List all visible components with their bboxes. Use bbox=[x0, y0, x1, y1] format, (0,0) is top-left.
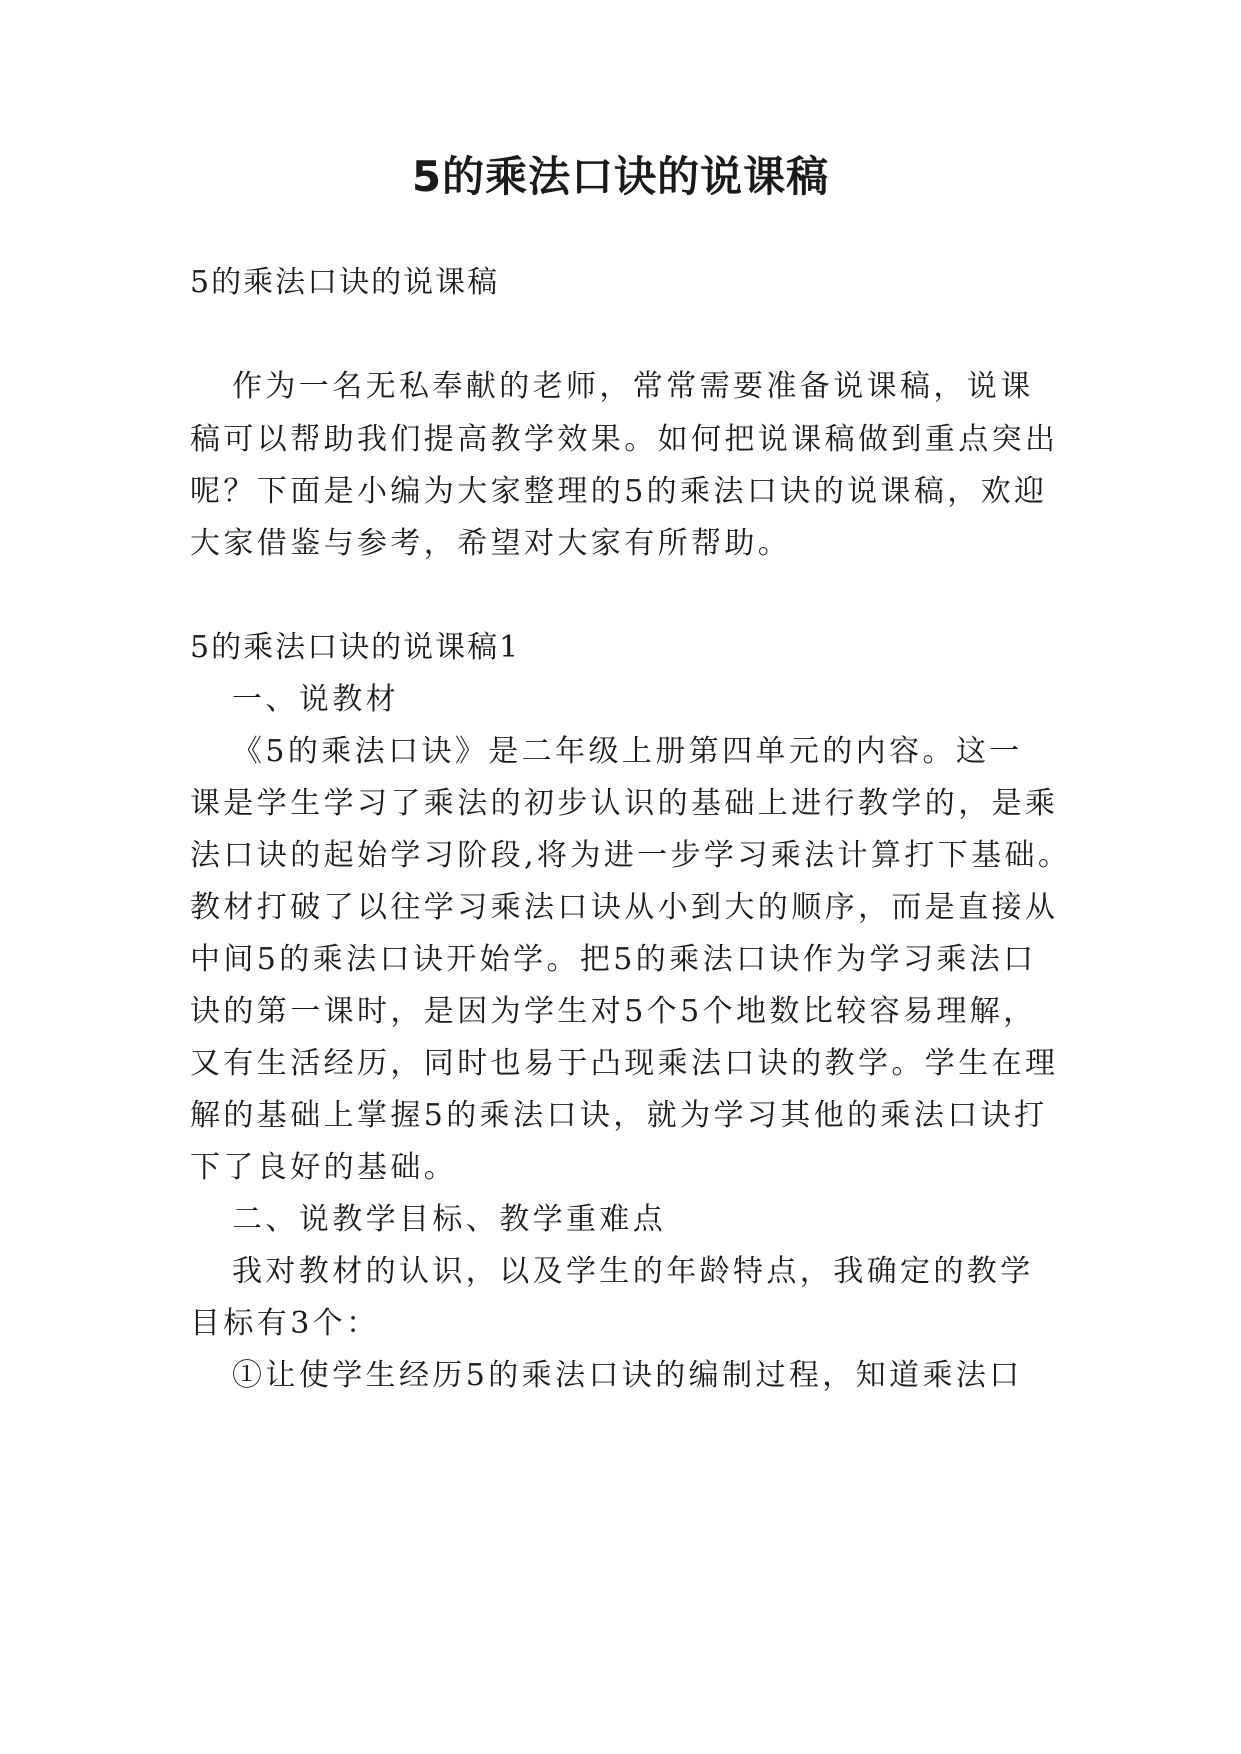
intro-line-4: 大家借鉴与参考，希望对大家有所帮助。 bbox=[190, 526, 792, 561]
document-subtitle: 5的乘法口诀的说课稿 bbox=[190, 265, 500, 300]
body-1-line-4: 教材打破了以往学习乘法口诀从小到大的顺序，而是直接从 bbox=[190, 890, 1059, 925]
body-1-line-1: 《5的乘法口诀》是二年级上册第四单元的内容。这一 bbox=[232, 734, 1023, 769]
section-title: 5的乘法口诀的说课稿1 bbox=[190, 630, 521, 665]
document-title: 5的乘法口诀的说课稿 bbox=[411, 152, 830, 201]
body-2-line-1: 我对教材的认识，以及学生的年龄特点，我确定的教学 bbox=[232, 1254, 1034, 1289]
body-1-line-8: 解的基础上掌握5的乘法口诀，就为学习其他的乘法口诀打 bbox=[190, 1098, 1048, 1133]
heading-teaching-material: 一、说教材 bbox=[232, 682, 399, 717]
body-1-line-7: 又有生活经历，同时也易于凸现乘法口诀的教学。学生在理 bbox=[190, 1046, 1059, 1081]
intro-line-3: 呢？下面是小编为大家整理的5的乘法口诀的说课稿，欢迎 bbox=[190, 474, 1048, 509]
objective-1-line: ①让使学生经历5的乘法口诀的编制过程，知道乘法口 bbox=[232, 1358, 1023, 1393]
intro-line-1: 作为一名无私奉献的老师，常常需要准备说课稿，说课 bbox=[232, 369, 1034, 404]
body-1-line-2: 课是学生学习了乘法的初步认识的基础上进行教学的，是乘 bbox=[190, 786, 1059, 821]
body-1-line-9: 下了良好的基础。 bbox=[190, 1150, 458, 1185]
heading-teaching-objectives: 二、说教学目标、教学重难点 bbox=[232, 1202, 667, 1237]
body-1-line-5: 中间5的乘法口诀开始学。把5的乘法口诀作为学习乘法口 bbox=[190, 942, 1037, 977]
body-1-line-3: 法口诀的起始学习阶段,将为进一步学习乘法计算打下基础。 bbox=[190, 838, 1072, 873]
body-1-line-6: 诀的第一课时，是因为学生对5个5个地数比较容易理解， bbox=[190, 994, 1037, 1029]
body-2-line-2: 目标有3个： bbox=[190, 1306, 380, 1341]
intro-line-2: 稿可以帮助我们提高教学效果。如何把说课稿做到重点突出 bbox=[190, 422, 1059, 457]
